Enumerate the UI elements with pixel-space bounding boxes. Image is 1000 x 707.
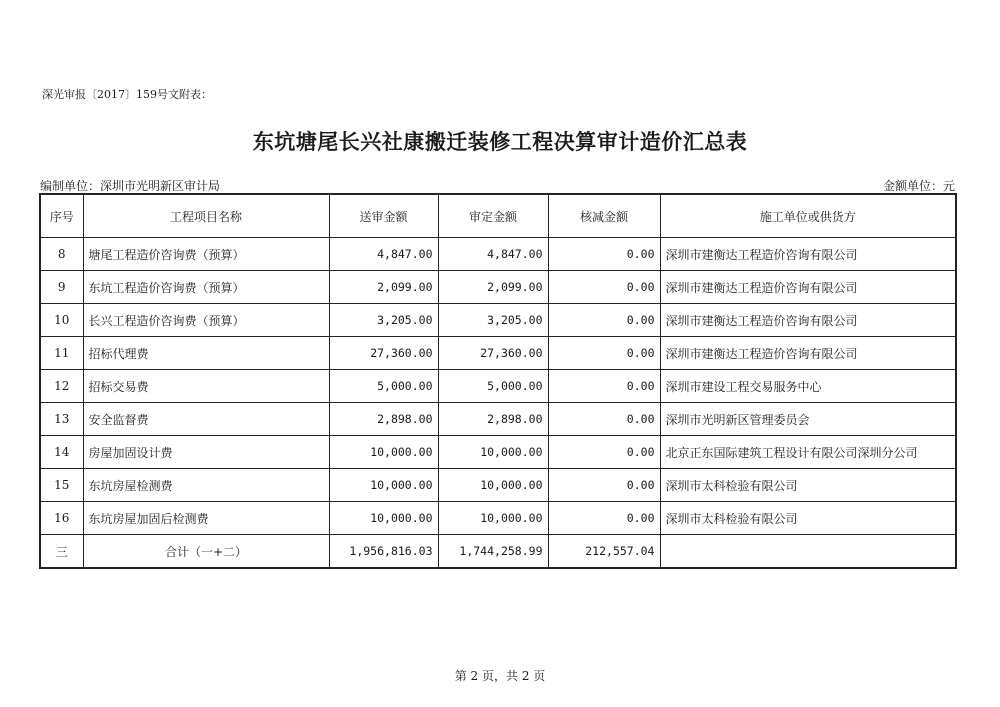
- row-submitted-amount: 5,000.00: [329, 370, 438, 403]
- header-project-name: 工程项目名称: [83, 194, 329, 238]
- table-row: [40, 502, 956, 535]
- row-reduced-amount: 0.00: [548, 436, 660, 469]
- table-row: [40, 370, 956, 403]
- row-no: 8: [40, 238, 83, 271]
- row-no: 13: [40, 403, 83, 436]
- row-submitted-amount: 3,205.00: [329, 304, 438, 337]
- table-row: [40, 403, 956, 436]
- row-submitted-amount: 27,360.00: [329, 337, 438, 370]
- row-approved-amount: 3,205.00: [438, 304, 548, 337]
- table-row: [40, 271, 956, 304]
- total-reduced-amount: 212,557.04: [548, 535, 660, 569]
- row-reduced-amount: 0.00: [548, 271, 660, 304]
- header-no: 序号: [40, 194, 83, 238]
- row-submitted-amount: 2,099.00: [329, 271, 438, 304]
- row-no: 11: [40, 337, 83, 370]
- row-vendor: 深圳市建设工程交易服务中心: [660, 370, 956, 403]
- row-submitted-amount: 10,000.00: [329, 436, 438, 469]
- table-header-row: [40, 194, 956, 238]
- row-approved-amount: 2,898.00: [438, 403, 548, 436]
- total-no: 三: [40, 535, 83, 569]
- row-reduced-amount: 0.00: [548, 370, 660, 403]
- table-row: [40, 304, 956, 337]
- row-submitted-amount: 4,847.00: [329, 238, 438, 271]
- row-reduced-amount: 0.00: [548, 403, 660, 436]
- total-submitted-amount: 1,956,816.03: [329, 535, 438, 569]
- header-vendor: 施工单位或供货方: [660, 194, 956, 238]
- row-project-name: 房屋加固设计费: [83, 436, 329, 469]
- row-vendor: 深圳市建衡达工程造价咨询有限公司: [660, 238, 956, 271]
- page-number: 第 2 页，共 2 页: [454, 669, 546, 683]
- row-no: 10: [40, 304, 83, 337]
- row-reduced-amount: 0.00: [548, 469, 660, 502]
- row-approved-amount: 4,847.00: [438, 238, 548, 271]
- row-approved-amount: 10,000.00: [438, 436, 548, 469]
- row-vendor: 深圳市太科检验有限公司: [660, 502, 956, 535]
- row-submitted-amount: 10,000.00: [329, 469, 438, 502]
- row-no: 9: [40, 271, 83, 304]
- row-project-name: 长兴工程造价咨询费（预算）: [83, 304, 329, 337]
- row-approved-amount: 27,360.00: [438, 337, 548, 370]
- row-project-name: 安全监督费: [83, 403, 329, 436]
- row-submitted-amount: 10,000.00: [329, 502, 438, 535]
- header-submitted-amount: 送审金额: [329, 194, 438, 238]
- row-project-name: 塘尾工程造价咨询费（预算）: [83, 238, 329, 271]
- row-reduced-amount: 0.00: [548, 304, 660, 337]
- header-reduced-amount: 核减金额: [548, 194, 660, 238]
- document-reference: 深光审报〔2017〕159号文附表：: [42, 88, 212, 101]
- table-row: [40, 469, 956, 502]
- row-no: 15: [40, 469, 83, 502]
- header-approved-amount: 审定金额: [438, 194, 548, 238]
- row-project-name: 东坑工程造价咨询费（预算）: [83, 271, 329, 304]
- total-approved-amount: 1,744,258.99: [438, 535, 548, 569]
- cost-summary-table: [39, 193, 957, 569]
- document-title: 东坑塘尾长兴社康搬迁装修工程决算审计造价汇总表: [252, 129, 748, 154]
- table-row: [40, 337, 956, 370]
- row-approved-amount: 2,099.00: [438, 271, 548, 304]
- row-vendor: 深圳市太科检验有限公司: [660, 469, 956, 502]
- row-reduced-amount: 0.00: [548, 238, 660, 271]
- row-vendor: 深圳市建衡达工程造价咨询有限公司: [660, 337, 956, 370]
- row-submitted-amount: 2,898.00: [329, 403, 438, 436]
- row-no: 16: [40, 502, 83, 535]
- currency-unit: 金额单位：元: [882, 179, 955, 193]
- row-vendor: 北京正东国际建筑工程设计有限公司深圳分公司: [660, 436, 956, 469]
- row-project-name: 东坑房屋检测费: [83, 469, 329, 502]
- row-project-name: 东坑房屋加固后检测费: [83, 502, 329, 535]
- table-row: [40, 436, 956, 469]
- total-label: 合计（一+二）: [83, 535, 329, 569]
- total-vendor: [660, 535, 956, 569]
- table-row: [40, 238, 956, 271]
- row-approved-amount: 10,000.00: [438, 502, 548, 535]
- row-reduced-amount: 0.00: [548, 337, 660, 370]
- row-approved-amount: 5,000.00: [438, 370, 548, 403]
- row-vendor: 深圳市建衡达工程造价咨询有限公司: [660, 271, 956, 304]
- row-reduced-amount: 0.00: [548, 502, 660, 535]
- row-vendor: 深圳市建衡达工程造价咨询有限公司: [660, 304, 956, 337]
- total-row: [40, 535, 956, 569]
- row-project-name: 招标交易费: [83, 370, 329, 403]
- row-approved-amount: 10,000.00: [438, 469, 548, 502]
- compiling-unit: 编制单位：深圳市光明新区审计局: [40, 179, 221, 193]
- row-vendor: 深圳市光明新区管理委员会: [660, 403, 956, 436]
- row-project-name: 招标代理费: [83, 337, 329, 370]
- row-no: 14: [40, 436, 83, 469]
- row-no: 12: [40, 370, 83, 403]
